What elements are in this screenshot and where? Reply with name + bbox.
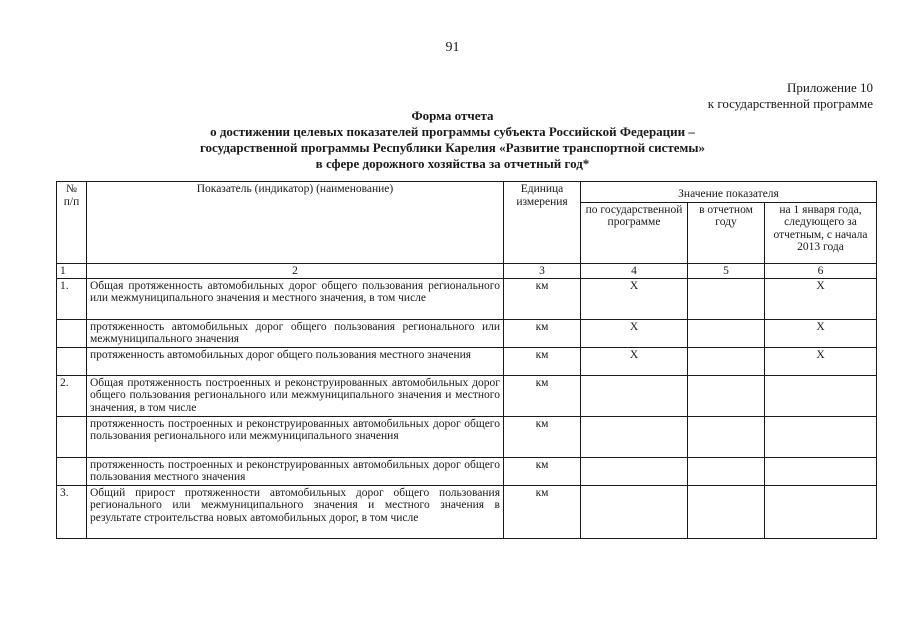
row-indicator: протяженность построенных и реконструированных автомобильных дорог общего пользования регионального или межмуниципального значения (87, 416, 504, 457)
row-in-year-value (688, 485, 765, 538)
column-numbers-row (57, 263, 877, 278)
row-unit: км (504, 416, 581, 457)
row-by-program-value (581, 485, 688, 538)
row-num (57, 319, 87, 347)
row-num (57, 457, 87, 485)
form-title-line-3: государственной программы Республики Карелия «Развитие транспортной системы» (199, 140, 706, 155)
row-in-year-value (688, 457, 765, 485)
table-row (57, 278, 877, 319)
header-jan1: на 1 января года, следующего за отчетным, с начала 2013 года (765, 202, 877, 263)
row-indicator: протяженность автомобильных дорог общего пользования местного значения (87, 347, 504, 375)
row-by-program-value (581, 457, 688, 485)
row-unit: км (504, 457, 581, 485)
header-by-program: по государственной программе (581, 202, 688, 263)
col-number-3: 3 (504, 263, 581, 278)
row-unit: км (504, 319, 581, 347)
row-num: 1. (57, 278, 87, 319)
row-jan1-value (765, 416, 877, 457)
row-in-year-value (688, 278, 765, 319)
row-in-year-value (688, 416, 765, 457)
row-num (57, 347, 87, 375)
form-title-line-1: Форма отчета (411, 108, 494, 123)
header-value: Значение показателя (581, 182, 877, 203)
row-by-program-value: X (581, 319, 688, 347)
page-number: 91 (445, 40, 460, 55)
row-jan1-value: X (765, 319, 877, 347)
row-in-year-value (688, 347, 765, 375)
row-jan1-value (765, 457, 877, 485)
row-indicator: Общая протяженность автомобильных дорог общего пользования регионального или межмуниципального значения и местного значения, в том числе (87, 278, 504, 319)
row-jan1-value (765, 375, 877, 416)
row-by-program-value: X (581, 347, 688, 375)
col-number-1: 1 (57, 263, 87, 278)
row-unit: км (504, 375, 581, 416)
row-in-year-value (688, 319, 765, 347)
col-number-6: 6 (765, 263, 877, 278)
header-row-1 (57, 182, 877, 203)
row-jan1-value: X (765, 347, 877, 375)
table-row (57, 319, 877, 347)
row-in-year-value (688, 375, 765, 416)
row-num (57, 416, 87, 457)
row-indicator: Общий прирост протяженности автомобильных дорог общего пользования регионального или межмуниципального значения и местного значения в результате строительства новых автомобильных дорог, в том числе (87, 485, 504, 538)
row-jan1-value: X (765, 278, 877, 319)
row-num: 3. (57, 485, 87, 538)
row-by-program-value (581, 416, 688, 457)
table-row (57, 457, 877, 485)
appendix-line-2: к государственной программе (707, 96, 873, 111)
row-unit: км (504, 278, 581, 319)
table-row (57, 347, 877, 375)
row-by-program-value (581, 375, 688, 416)
header-in-year: в отчетном году (688, 202, 765, 263)
row-indicator: Общая протяженность построенных и реконструированных автомобильных дорог общего пользования регионального или межмуниципального значения и местного значения, в том числе (87, 375, 504, 416)
form-title-line-4: в сфере дорожного хозяйства за отчетный год* (315, 156, 590, 171)
row-jan1-value (765, 485, 877, 538)
col-number-2: 2 (87, 263, 504, 278)
header-indicator: Показатель (индикатор) (наименование) (87, 182, 504, 264)
table-row (57, 416, 877, 457)
row-indicator: протяженность автомобильных дорог общего пользования регионального или межмуниципального значения (87, 319, 504, 347)
report-table (56, 181, 877, 539)
col-number-4: 4 (581, 263, 688, 278)
table-row (57, 485, 877, 538)
form-title (0, 108, 905, 172)
row-indicator: протяженность построенных и реконструированных автомобильных дорог общего пользования местного значения (87, 457, 504, 485)
form-title-line-2: о достижении целевых показателей программы субъекта Российской Федерации – (210, 124, 695, 139)
row-num: 2. (57, 375, 87, 416)
row-by-program-value: X (581, 278, 688, 319)
row-unit: км (504, 347, 581, 375)
row-unit: км (504, 485, 581, 538)
table-row (57, 375, 877, 416)
header-unit: Единица измерения (504, 182, 581, 264)
appendix-line-1: Приложение 10 (786, 80, 873, 95)
header-num: № п/п (57, 182, 87, 264)
col-number-5: 5 (688, 263, 765, 278)
